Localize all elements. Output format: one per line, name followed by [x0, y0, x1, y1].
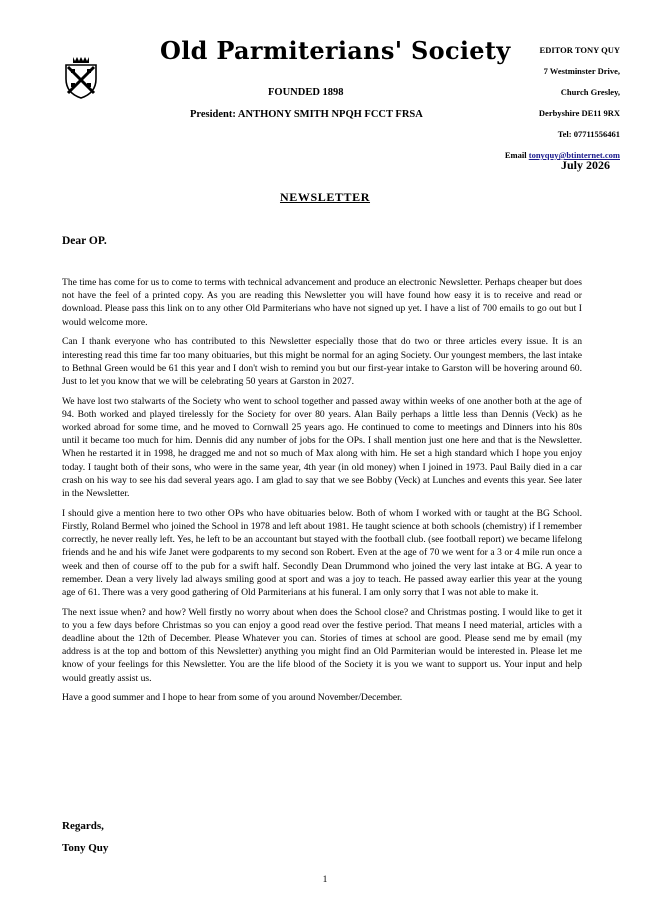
- editor-email-link[interactable]: tonyquy@btinternet.com: [528, 150, 620, 160]
- body-paragraph: Have a good summer and I hope to hear from some of you around November/December.: [62, 692, 403, 704]
- body-paragraph: I should give a mention here to two other OPs who have obituaries below. Both of whom I worked with or taught at the BG School. Firstly, Roland Bermel who joined the School in 1978 and left about 1981. He taught science at both schools (chemistry) if I remember correctly, he never really left. Yes, he left to be an accountant but stayed with the football club. (see football report) we became lifelong friends and he and his wife Janet were godparents to my second son Robert. Even at the age of 70 we went for a 3 or 4 mile run once a week and then of course off to the pub for a swift half. Secondly Dean Drummond who joined the very last intake at BG. A year to remember. Dean a very lively lad always smiling good at sport and was a joy to teach. He passed away earlier this year at the young age of 61. There was a very good gathering of Old Parmiterians at his funeral. I am only sorry that I was not able to make it.: [62, 507, 582, 598]
- editor-address-line: 7 Westminster Drive,: [543, 66, 620, 76]
- body-paragraph: Can I thank everyone who has contributed to this Newsletter especially those that do two or three articles every issue. It is an interesting read this time far too many obituaries, but this might be normal for an aging Society. Our youngest members, the last intake to Bethnal Green would be 61 this year and I don't wish to remind you but our first-year intake to Garston will be hovering around 60. Just to let you know that we will be celebrating 50 years at Garston in 2027.: [62, 336, 582, 387]
- body-paragraph: The next issue when? and how? Well firstly no worry about when does the School close? and Christmas posting. I would like to get it to you a few days before Christmas so you can enjoy a good read over the festive period. That means I need material, articles with a deadline about the 12th of December. Please Whatever you can. Stories of times at school are good. Please send me by email (my address is at the top and bottom of this Newsletter) anything you might find an Old Parmiterian would be interested in. Please let me know of your feelings for this Newsletter. You are the life blood of the Society it is you we want to support us. Your input and help would greatly assist us.: [62, 606, 582, 684]
- editor-title: EDITOR TONY QUY: [539, 45, 620, 55]
- society-title: Old Parmiterians' Society: [160, 36, 511, 65]
- body-paragraph: We have lost two stalwarts of the Society who went to school together and passed away within weeks of one another both at the age of 94. Both worked and played tirelessly for the Society for over 80 years. Alan Baily perhaps a little less than Dennis (Veck) as he worked abroad for some time, and he moved to Cornwall 25 years ago. He continued to come to meetings and Dinners into his 80s until it became too much for him. Dennis did any number of jobs for the OPs. I shall mention just one here and that is the Newsletter. When he restarted it in 1998, he dragged me and not so much of Max along with him. He set a high standard which I hope you enjoy today. I taught both of their sons, who were in the same year, 4th year (in old money) when I joined in 1973. Paul Baily died in a car crash on his way to see his dad several years ago. I am glad to say that we see Bobby (Veck) at Lunches and events this year. See later in the Newsletter.: [62, 395, 582, 500]
- editor-telephone: Tel: 07711556461: [557, 129, 620, 139]
- editor-address-line: Church Gresley,: [560, 87, 620, 97]
- signoff-block: [62, 815, 108, 859]
- signoff-name: Tony Quy: [62, 842, 109, 854]
- newsletter-body: [62, 276, 582, 711]
- email-label: Email: [504, 150, 529, 160]
- page-number: 1: [322, 875, 328, 885]
- signoff-regards: Regards,: [62, 820, 104, 832]
- founded-line: FOUNDED 1898: [268, 87, 344, 98]
- greeting: Dear OP.: [62, 235, 107, 247]
- newsletter-heading: NEWSLETTER: [279, 190, 371, 204]
- body-paragraph: The time has come for us to come to terms with technical advancement and produce an electronic Newsletter. Perhaps cheaper but does not have the feel of a printed copy. As you are reading this Newsletter you will have found how easy it is to receive and read or download. Please pass this link on to any other Old Parmiterians who have not signed up yet. I have a list of 700 emails to go out but I would welcome more.: [62, 277, 583, 328]
- editor-address-line: Derbyshire DE11 9RX: [538, 108, 620, 118]
- president-line: President: ANTHONY SMITH NPQH FCCT FRSA: [190, 109, 423, 120]
- editor-contact-block: [480, 40, 620, 166]
- issue-date: July 2026: [560, 158, 610, 172]
- society-crest-icon: [62, 55, 100, 99]
